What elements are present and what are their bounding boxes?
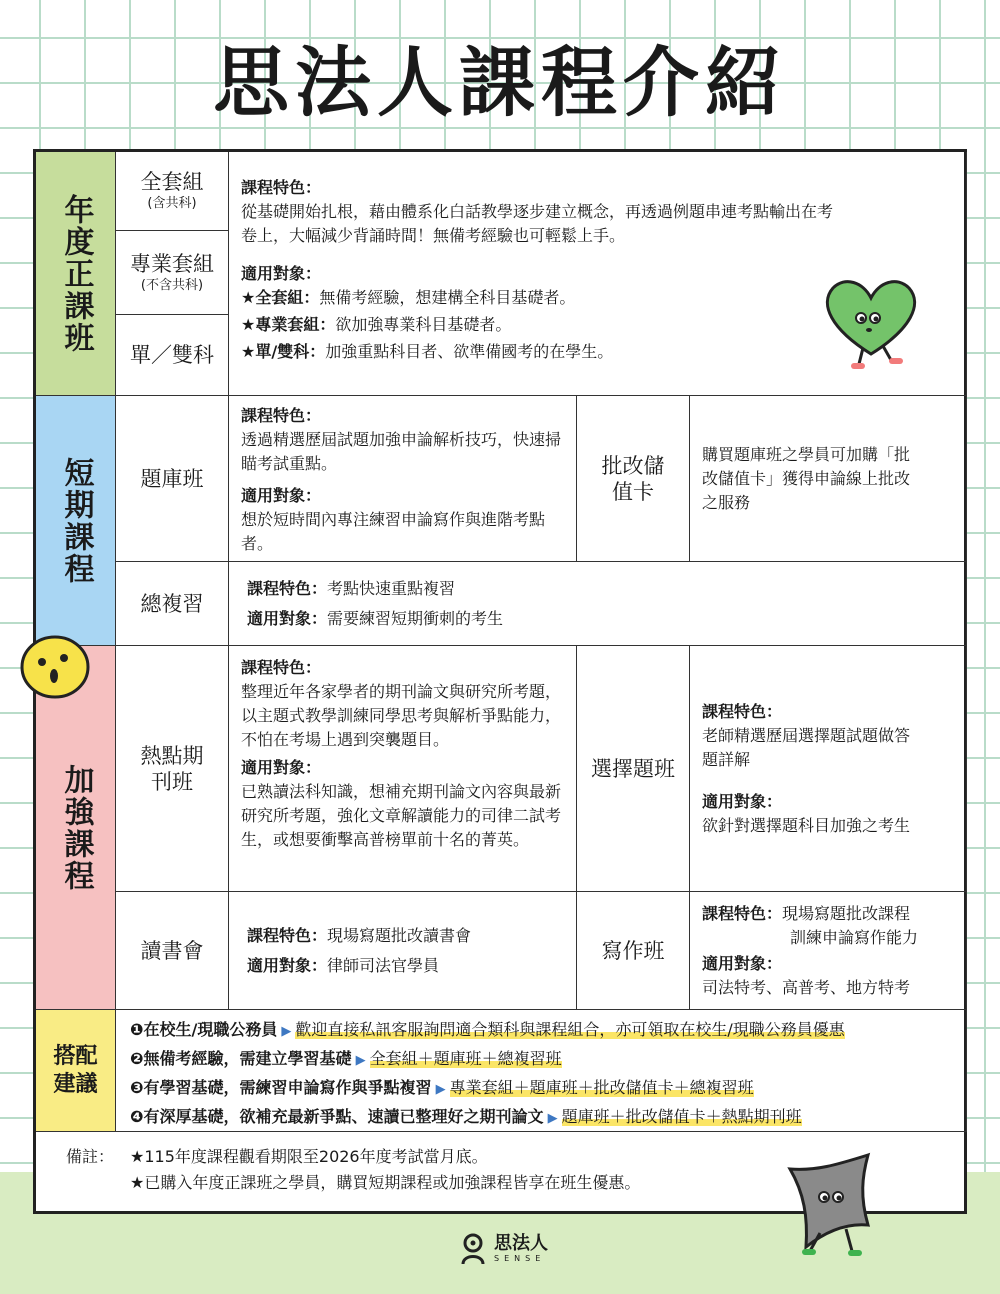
- course-reading-club: 讀書會: [116, 892, 229, 1010]
- suggestion-list: [130, 1016, 845, 1132]
- sub-single-double: 單／雙科: [116, 315, 229, 396]
- arrow-right-icon: ▶: [547, 1111, 558, 1126]
- category-short: 短期課程: [36, 396, 116, 646]
- choice-description: 課程特色： 老師精選歷屆選擇題試題做答題詳解 適用對象： 欲針對選擇題科目加強之考生: [690, 646, 967, 892]
- category-suggest: 搭配建議: [36, 1010, 116, 1132]
- brand-logo: 思法人 SENSE: [458, 1232, 548, 1266]
- course-grading-card: 批改儲值卡: [577, 396, 690, 562]
- suggestion-item: ❶在校生/現職公務員 ▶ 歡迎直接私訊客服詢問適合類科與課程組合，亦可領取在校生/現職公務員優惠: [130, 1020, 845, 1039]
- review-description: 課程特色：考點快速重點複習 適用對象：需要練習短期衝刺的考生: [229, 562, 967, 646]
- sub-pro-set: 專業套組 (不含共科): [116, 231, 229, 315]
- arrow-right-icon: ▶: [355, 1053, 366, 1068]
- arrow-right-icon: ▶: [281, 1024, 292, 1039]
- suggestion-item: ❹有深厚基礎，欲補充最新爭點、速讀已整理好之期刊論文 ▶ 題庫班＋批改儲值卡＋熱點期刊班: [130, 1107, 802, 1126]
- course-journal: 熱點期刊班: [116, 646, 229, 892]
- course-table: [33, 149, 967, 1214]
- suggestion-item: ❷無備考經驗，需建立學習基礎 ▶ 全套組＋題庫班＋總複習班: [130, 1049, 562, 1068]
- notes: 備註： ★115年度課程觀看期限至2026年度考試當月底。 ★已購入年度正課班之學員，購買短期課程或加強課程皆享在班生優惠。: [66, 1147, 641, 1192]
- card-description: 購買題庫班之學員可加購「批改儲值卡」獲得申論線上批改之服務: [690, 396, 967, 562]
- category-annual: 年度正課班: [36, 152, 116, 396]
- green-heart-mascot: [811, 274, 931, 374]
- course-review: 總複習: [116, 562, 229, 646]
- arrow-right-icon: ▶: [435, 1082, 446, 1097]
- sub-full-set: 全套組 (含共科): [116, 152, 229, 231]
- suggestion-item: ❸有學習基礎，需練習申論寫作與爭點複習 ▶ 專業套組＋題庫班＋批改儲值卡＋總複習班: [130, 1078, 754, 1097]
- course-writing: 寫作班: [577, 892, 690, 1010]
- course-question-bank: 題庫班: [116, 396, 229, 562]
- yellow-face-mascot: [18, 634, 92, 700]
- course-multiple-choice: 選擇題班: [577, 646, 690, 892]
- logo-icon: [458, 1232, 488, 1266]
- journal-description: 課程特色： 整理近年各家學者的期刊論文與研究所考題，以主題式教學訓練同學思考與解析爭點能力，不怕在考場上遇到突襲題目。 適用對象： 已熟讀法科知識，想補充期刊論文內容與最新研究所考題，強化文章解讀能力的司律二試考生，或想要衝擊高普榜單前十名的菁英。: [229, 646, 577, 892]
- page-title: 思法人課程介紹: [213, 38, 787, 127]
- writing-description: 課程特色：現場寫題批改課程 訓練申論寫作能力 適用對象： 司法特考、高普考、地方特考: [690, 892, 967, 1010]
- category-plus: 加強課程: [36, 646, 116, 1010]
- bank-description: 課程特色： 透過精選歷屆試題加強申論解析技巧，快速掃瞄考試重點。 適用對象： 想於短時間內專注練習申論寫作與進階考點者。: [229, 396, 577, 562]
- annual-description: 課程特色： 從基礎開始扎根，藉由體系化白話教學逐步建立概念，再透過例題串連考點輸出在考卷上，大幅減少背誦時間！無備考經驗也可輕鬆上手。 適用對象： ★全套組：無備考經驗，想建構全科目基礎者。 ★專業套組：欲加強專業科目基礎者。 ★單/雙科：加強重點科目者、欲準備國考的在學生。: [229, 152, 967, 396]
- reading-club-description: 課程特色：現場寫題批改讀書會 適用對象：律師司法官學員: [229, 892, 577, 1010]
- gray-star-mascot: [776, 1147, 916, 1267]
